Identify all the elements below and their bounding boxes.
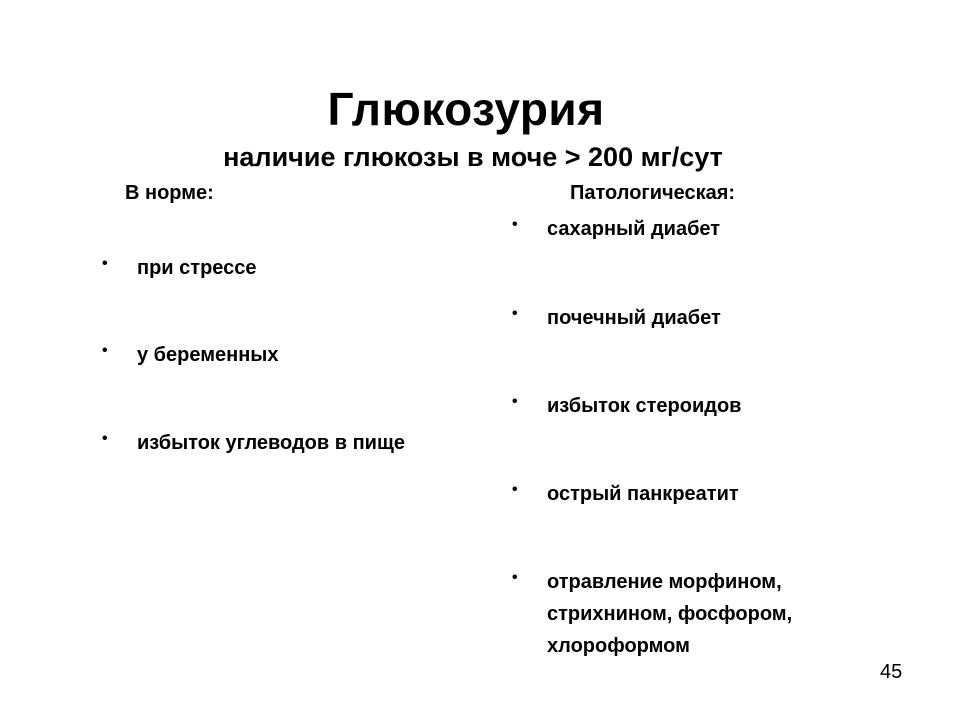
bullet-icon: •: [102, 430, 108, 447]
page-number: 45: [880, 661, 903, 683]
slide-subtitle: наличие глюкозы в моче > 200 мг/сут: [223, 142, 723, 172]
bullet-icon: •: [512, 305, 518, 322]
slide: Глюкозурия наличие глюкозы в моче > 200 мг/сут В норме: Патологическая: • при стрессе • у беременных • избыток углеводов в пище • сахарный диабет • почечный диабет • избыток стероидов • острый панкреатит • отравление морфином, стрихнином, фосфором, хлороформом 45: [0, 0, 960, 720]
bullet-icon: •: [102, 255, 108, 272]
pathological-heading: Патологическая:: [570, 182, 736, 204]
bullet-icon: •: [512, 481, 518, 498]
bullet-icon: •: [512, 393, 518, 410]
normal-heading: В норме:: [125, 182, 214, 204]
slide-title: Глюкозурия: [327, 83, 605, 135]
bullet-icon: •: [102, 342, 108, 359]
bullet-icon: •: [512, 569, 518, 586]
bullet-icon: •: [512, 216, 518, 233]
